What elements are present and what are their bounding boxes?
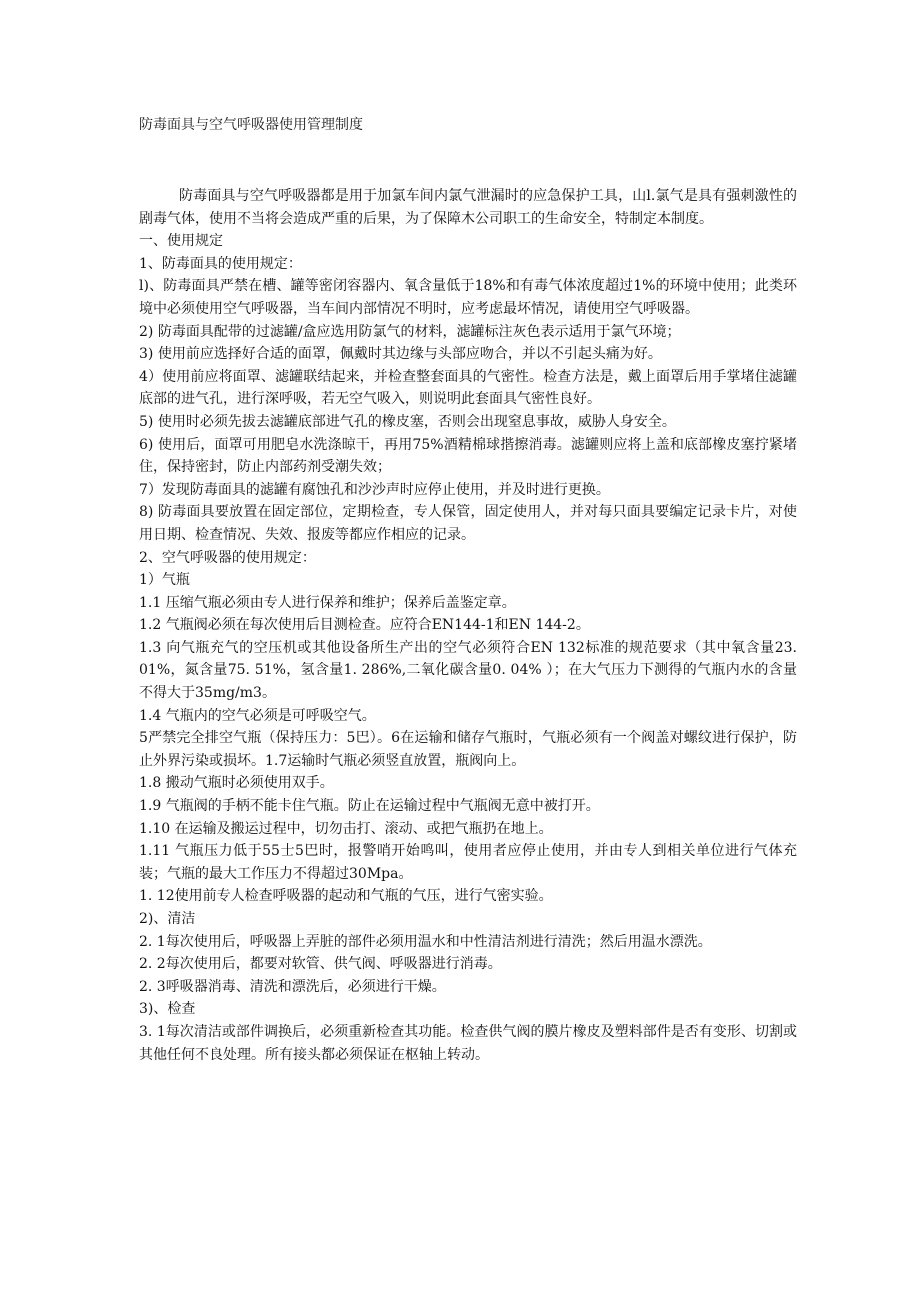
cleaning-rule-2-3: 2. 3呼吸器消毒、清洗和漂洗后，必须进行干燥。 (139, 978, 446, 995)
gas-mask-rule-4: 4）使用前应将面罩、滤罐联结起来，并检查整套面具的气密性。检查方法是，戴上面罩后用手掌堵住滤罐底部的进气孔，进行深呼吸，若无空气吸入，则说明此套面具气密性良好。 (139, 368, 797, 408)
gas-mask-rule-3: 3) 使用前应选择好合适的面罩，佩戴时其边缘与头部应吻合，并以不引起头痛为好。 (139, 346, 662, 363)
document-body (139, 185, 797, 1066)
cylinder-rule-1-11: 1.11 气瓶压力低于55士5巴时，报警哨开始鸣叫，使用者应停止使用，并由专人到相关单位进行气体充装；气瓶的最大工作压力不得超过30Mpa。 (139, 843, 797, 882)
gas-mask-rule-2: 2) 防毒面具配带的过滤罐/盒应选用防氯气的材料，滤罐标注灰色表示适用于氯气环境； (139, 323, 681, 340)
document-title: 防毒面具与空气呼吸器使用管理制度 (139, 117, 363, 133)
cylinder-rule-1-1: 1.1 压缩气瓶必须由专人进行保养和维护；保养后盖鉴定章。 (139, 594, 516, 611)
cylinder-rule-1-3: 1.3 向气瓶充气的空压机或其他设备所生产出的空气必须符合EN 132标准的规范要求（其中氧含量23. 01%，氮含量75. 51%，氢含量1. 286%,二氧化碳含量0. 04% ）；在大气压力下测得的气瓶内水的含量不得大于35mg/m3。 (139, 639, 797, 702)
gas-mask-rule-6: 6) 使用后，面罩可用肥皂水洗涤晾干，再用75%酒精棉球揩擦消毒。滤罐则应将上盖和底部橡皮塞拧紧堵住，保持密封，防止内部药剂受潮失效； (139, 436, 797, 476)
cylinder-rule-1-9: 1.9 气瓶阀的手柄不能卡住气瓶。防止在运输过程中气瓶阀无意中被打开。 (139, 798, 600, 815)
cylinder-rule-1-2: 1.2 气瓶阀必须在每次使用后目测检查。应符合EN144-1和EN 144-2。 (139, 617, 590, 634)
cylinder-rule-1-10: 1.10 在运输及搬运过程中，切勿击打、滚动、或把气瓶扔在地上。 (139, 820, 553, 837)
subsection-heading-breathing-apparatus: 2、空气呼吸器的使用规定： (139, 549, 316, 566)
cleaning-rule-2-2: 2. 2每次使用后，都要对软管、供气阀、呼吸器进行消毒。 (139, 956, 502, 973)
inspection-rule-3-1: 3. 1每次清洁或部件调换后，必须重新检查其功能。检查供气阀的膜片橡皮及塑料部件是否有变形、切割或其他任何不良处理。所有接头都必须保证在枢轴上转动。 (139, 1023, 797, 1063)
gas-mask-rule-8: 8) 防毒面具要放置在固定部位，定期检查，专人保管，固定使用人，并对每只面具要编定记录卡片，对使用日期、检查情况、失效、报废等都应作相应的记录。 (139, 504, 797, 543)
cylinder-rule-1-8: 1.8 搬动气瓶时必须使用双手。 (139, 775, 334, 792)
section-heading-usage-rules: 一、使用规定 (139, 233, 223, 250)
cylinder-rule-1-5-to-1-7: 5严禁完全排空气瓶（保持压力：5巴）。6在运输和储存气瓶时，气瓶必须有一个阀盖对螺纹进行保护，防止外界污染或损坏。1.7运输时气瓶必须竖直放置，瓶阀向上。 (139, 730, 797, 769)
gas-mask-rule-5: 5) 使用时必须先拔去滤罐底部进气孔的橡皮塞，否则会出现窒息事故，威胁人身安全。 (139, 413, 676, 430)
gas-mask-rule-7: 7）发现防毒面具的滤罐有腐蚀孔和沙沙声时应停止使用，并及时进行更换。 (139, 481, 610, 498)
heading-cylinder: 1）气瓶 (139, 572, 190, 589)
cylinder-rule-1-12: 1. 12使用前专人检查呼吸器的起动和气瓶的气压，进行气密实验。 (139, 888, 553, 905)
gas-mask-rule-1: l)、防毒面具严禁在槽、罐等密闭容器内、氧含量低于18%和有毒气体浓度超过1%的环境中使用；此类环境中必须使用空气呼吸器，当车间内部情况不明时，应考虑最坏情况，请使用空气呼吸器。 (139, 278, 797, 317)
heading-inspection: 3)、检查 (139, 1001, 196, 1018)
intro-paragraph: 防毒面具与空气呼吸器都是用于加氯车间内氯气泄漏时的应急保护工具，山l.氯气是具有强刺激性的剧毒气体，使用不当将会造成严重的后果，为了保障木公司职工的生命安全，特制定本制度。 (139, 188, 797, 227)
cleaning-rule-2-1: 2. 1每次使用后，呼吸器上弄脏的部件必须用温水和中性清洁剂进行清洗；然后用温水漂洗。 (139, 933, 712, 950)
cylinder-rule-1-4: 1.4 气瓶内的空气必须是可呼吸空气。 (139, 707, 376, 724)
heading-cleaning: 2)、清洁 (139, 911, 196, 927)
subsection-heading-gas-mask: 1、防毒面具的使用规定： (139, 255, 302, 272)
